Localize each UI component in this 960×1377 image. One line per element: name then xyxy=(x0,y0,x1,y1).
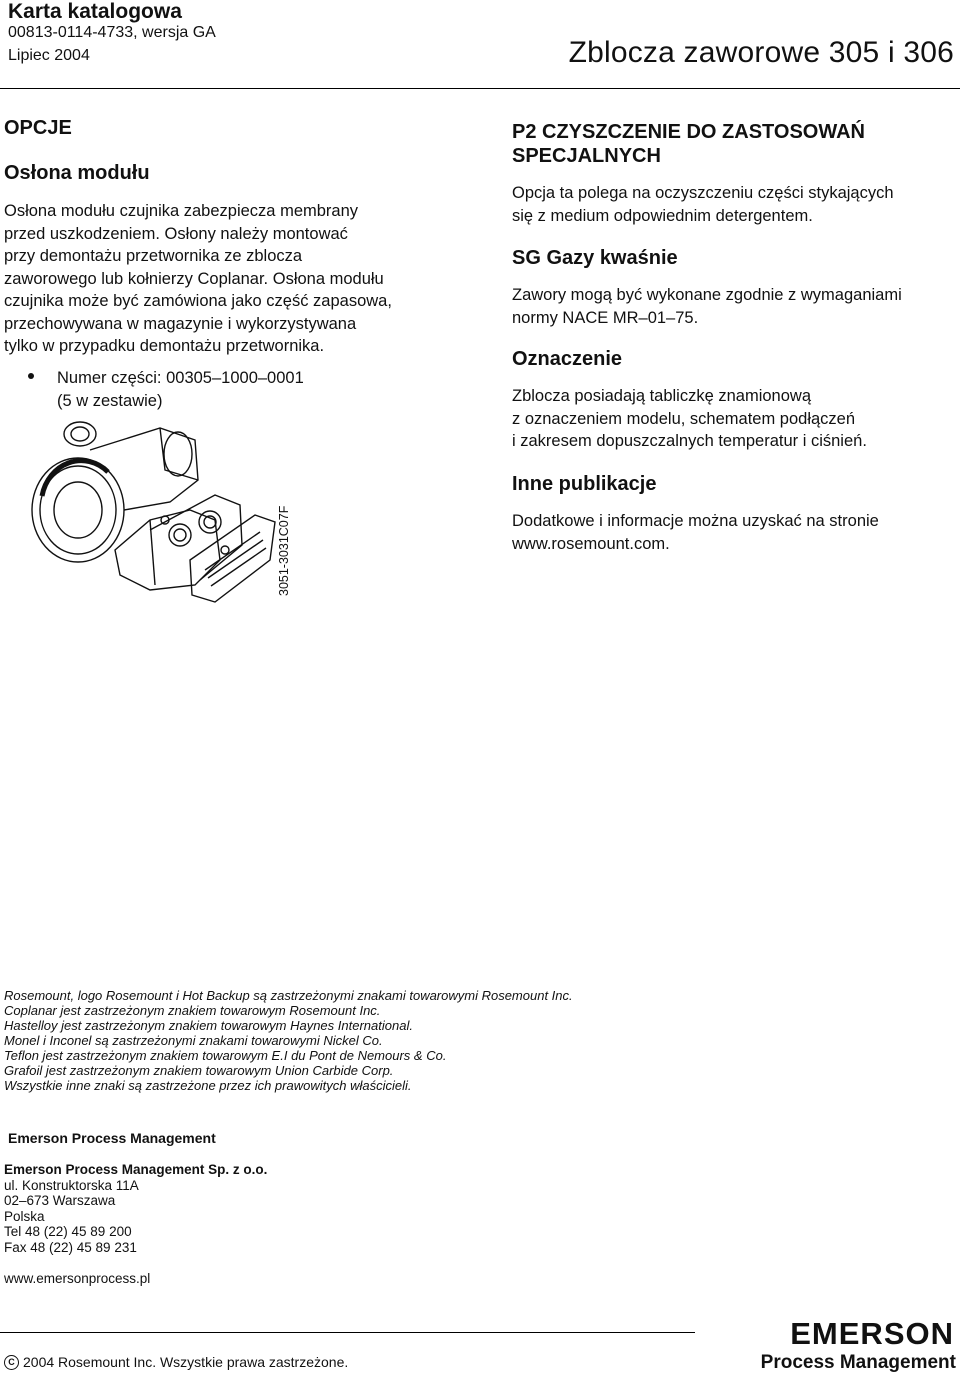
paragraph-line: przy demontażu przetwornika ze zblocza xyxy=(4,247,303,265)
trademark-line: Hastelloy jest zastrzeżonym znakiem towarowym Haynes International. xyxy=(4,1018,413,1033)
emerson-logo-subtitle: Process Management xyxy=(760,1352,956,1373)
paragraph-line: czujnika może być zamówiona jako część zapasowa, xyxy=(4,292,392,310)
telephone: Tel 48 (22) 45 89 200 xyxy=(4,1224,132,1239)
copyright xyxy=(4,1354,348,1370)
website-link[interactable]: www.emersonprocess.pl xyxy=(4,1271,151,1286)
paragraph-line: Osłona modułu czujnika zabezpiecza membrany xyxy=(4,202,359,220)
trademark-line: Coplanar jest zastrzeżonym znakiem towarowym Rosemount Inc. xyxy=(4,1003,381,1018)
bullet-icon xyxy=(28,373,34,379)
city: 02–673 Warszawa xyxy=(4,1193,116,1208)
header-divider xyxy=(0,88,960,89)
copyright-text: 2004 Rosemount Inc. Wszystkie prawa zastrzeżone. xyxy=(23,1354,349,1370)
document-type-title: Karta katalogowa xyxy=(8,0,182,23)
trademark-line: Grafoil jest zastrzeżonym znakiem towarowym Union Carbide Corp. xyxy=(4,1063,394,1078)
company-name: Emerson Process Management xyxy=(8,1130,216,1146)
trademark-line: Monel i Inconel są zastrzeżonymi znakami towarowymi Nickel Co. xyxy=(4,1033,383,1048)
paragraph-line: tylko w przypadku demontażu przetwornika. xyxy=(4,337,325,355)
paragraph-line: Opcja ta polega na oczyszczeniu części stykających xyxy=(512,184,894,202)
document-date: Lipiec 2004 xyxy=(8,47,90,64)
publications-heading: Inne publikacje xyxy=(512,473,657,495)
oslona-paragraph xyxy=(4,200,392,358)
part-number-line: Numer części: 00305–1000–0001 xyxy=(57,369,304,387)
trademark-notice xyxy=(4,988,704,1093)
sg-paragraph xyxy=(512,284,902,329)
company-pl-name: Emerson Process Management Sp. z o.o. xyxy=(4,1162,268,1177)
p2-heading-line: P2 CZYSZCZENIE DO ZASTOSOWAŃ xyxy=(512,121,865,143)
part-number-bullet xyxy=(57,367,377,412)
fax: Fax 48 (22) 45 89 231 xyxy=(4,1239,137,1255)
part-number-qty: (5 w zestawie) xyxy=(57,391,163,410)
copyright-icon: C xyxy=(4,1355,19,1370)
paragraph-line: normy NACE MR–01–75. xyxy=(512,308,699,327)
module-shield-drawing xyxy=(20,410,280,610)
product-title: Zblocza zaworowe 305 i 306 xyxy=(568,36,954,69)
p2-paragraph xyxy=(512,182,894,227)
address-block xyxy=(4,1162,267,1287)
paragraph-line: się z medium odpowiednim detergentem. xyxy=(512,206,813,225)
oznaczenie-paragraph xyxy=(512,385,867,453)
paragraph-line: Zawory mogą być wykonane zgodnie z wymaganiami xyxy=(512,286,902,304)
subsection-title-oslona: Osłona modułu xyxy=(4,162,150,184)
figure-code: 3051-3031C07F xyxy=(277,505,291,596)
paragraph-line: z oznaczeniem modelu, schematem podłączeń xyxy=(512,409,856,428)
sg-heading: SG Gazy kwaśnie xyxy=(512,247,678,269)
footer-divider xyxy=(0,1332,695,1333)
paragraph-line: i zakresem dopuszczalnych temperatur i ciśnień. xyxy=(512,432,867,450)
paragraph-line: zaworowego lub kołnierzy Coplanar. Osłona modułu xyxy=(4,269,384,288)
trademark-line: Teflon jest zastrzeżonym znakiem towarowym E.I du Pont de Nemours & Co. xyxy=(4,1048,447,1063)
trademark-line: Rosemount, logo Rosemount i Hot Backup są zastrzeżonymi znakami towarowymi Rosemount Inc. xyxy=(4,988,573,1003)
paragraph-line: Dodatkowe i informacje można uzyskać na stronie xyxy=(512,512,879,530)
country: Polska xyxy=(4,1208,45,1224)
p2-heading-line: SPECJALNYCH xyxy=(512,145,661,167)
paragraph-line: Zblocza posiadają tabliczkę znamionową xyxy=(512,387,811,405)
emerson-logo: EMERSON xyxy=(790,1316,954,1351)
document-number: 00813-0114-4733, wersja GA xyxy=(8,24,216,41)
trademark-line: Wszystkie inne znaki są zastrzeżone przez ich prawowitych właścicieli. xyxy=(4,1078,412,1093)
p2-heading xyxy=(512,120,865,168)
publications-paragraph xyxy=(512,510,879,555)
website-text: www.rosemount.com. xyxy=(512,534,670,553)
paragraph-line: przed uszkodzeniem. Osłony należy montować xyxy=(4,224,348,243)
street: ul. Konstruktorska 11A xyxy=(4,1177,139,1193)
oznaczenie-heading: Oznaczenie xyxy=(512,348,623,370)
section-title-opcje: OPCJE xyxy=(4,117,72,139)
paragraph-line: przechowywana w magazynie i wykorzystywana xyxy=(4,314,357,333)
